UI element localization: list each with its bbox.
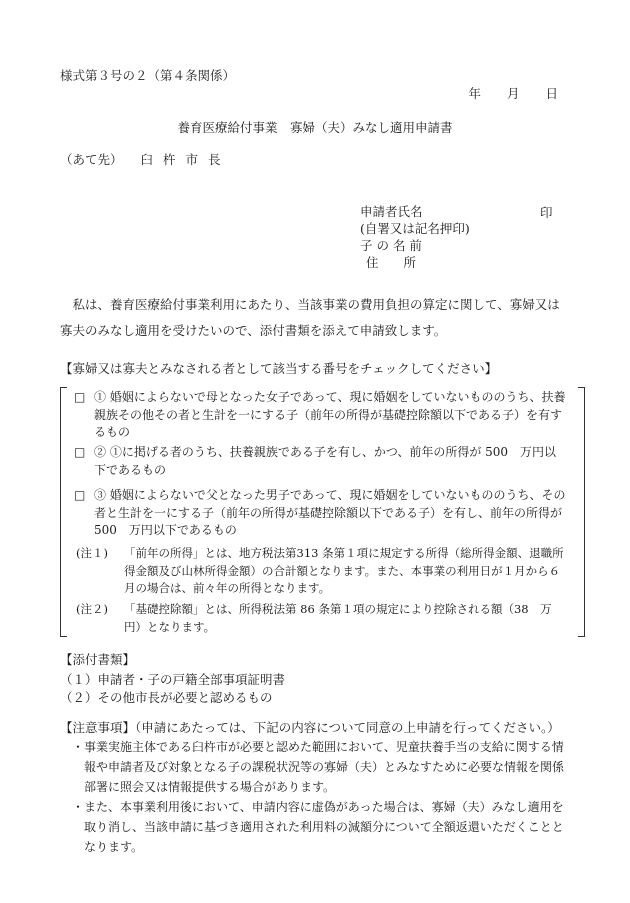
attachments-heading: 【添付書類】 [60,652,136,667]
attachment-item-1: （１）申請者・子の戸籍全部事項証明書 [60,672,286,687]
bullet-2: ・ [72,800,85,814]
signature-note: (自署又は記名押印) [360,221,470,236]
addressee-name: 臼杵市長 [140,152,231,167]
caution-item-2 [72,797,566,857]
check-heading: 【寡婦又は寡夫とみなされる者として該当する番号をチェックしてください】 [60,361,498,376]
address-label: 住 所 [366,255,417,270]
date-year-label: 年 [468,86,481,101]
note-1-text: 「前年の所得」とは、地方税法第313 条第１項に規定する所得（総所得金額、退職所得金額及び山林所得金額）の合計額となります。また、本事業の利用日が１月から６月の場合は、前々年の所得となります。 [124,546,564,595]
note-1 [76,545,566,598]
caution-item-1 [72,737,566,797]
option-3 [74,487,566,540]
attachment-item-2: （２）その他市長が必要と認めるもの [60,690,273,705]
note-2-label: (注２) [76,602,108,616]
note-1-label: (注１) [76,546,108,560]
bullet-1: ・ [72,740,85,754]
child-name-label: 子 の 名 前 [360,238,422,253]
date-month-label: 月 [506,86,520,101]
option-1-text: ① 婚姻によらないで母となった女子であって、現に婚姻をしていないもののうち、扶養親族その他その者と生計を一にする子（前年の所得が基礎控除額以下である子）を有するもの [94,390,566,439]
caution-item-1-text: 事業実施主体である臼杵市が必要と認めた範囲において、児童扶養手当の支給に関する情報や申請者及び対象となる子の課税状況等の寡婦（夫）とみなすために必要な情報を関係部署に照会又は情報提供する場合があります。 [84,740,565,794]
option-1-checkbox[interactable]: □ [74,390,86,404]
addressee [60,150,231,170]
option-2-checkbox[interactable]: □ [74,445,86,459]
option-3-checkbox[interactable]: □ [74,488,86,502]
bracket-right [578,387,585,637]
date-day-label: 日 [545,86,558,101]
option-1 [74,389,566,442]
applicant-block [360,203,470,271]
document-title: 養育医療給付事業 寡婦（夫）みなし適用申請書 [177,120,453,135]
note-2-text: 「基礎控除額」とは、所得税法第 86 条第１項の規定により控除される額（38 万円）となります。 [124,602,552,634]
applicant-name-label: 申請者氏名 [360,204,423,219]
note-2 [76,601,566,636]
seal-label: 印 [540,205,553,220]
option-3-text: ③ 婚姻によらないで父となった男子であって、現に婚姻をしていないもののうち、その者と生計を一にする子（前年の所得が基礎控除額以下である子）を有し、前年の所得が 500 万円以下であるもの [94,488,566,537]
caution-item-2-text: また、本事業利用後において、申請内容に虚偽があった場合は、寡婦（夫）みなし適用を取り消し、当該申請に基づき適用された利用料の減額分について全額返還いただくこととなります。 [84,800,564,854]
form-number: 様式第３号の２（第４条関係） [60,68,236,83]
option-2 [74,444,566,479]
caution-heading: 【注意事項】（申請にあたっては、下記の内容について同意の上申請を行ってください。） [60,720,560,735]
bracket-left [60,387,67,637]
option-2-text: ② ①に掲げる者のうち、扶養親族である子を有し、かつ、前年の所得が 500 万円以下であるもの [94,445,557,477]
intro-paragraph: 私は、養育医療給付事業利用にあたり、当該事業の費用負担の算定に関して、寡婦又は寡夫のみなし適用を受けたいので、添付書類を添えて申請致します。 [60,297,560,338]
date-line [446,84,558,104]
addressee-prefix: （あて先） [60,152,123,167]
